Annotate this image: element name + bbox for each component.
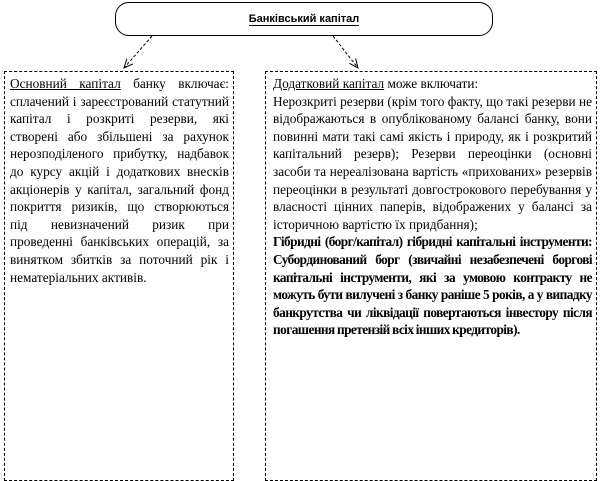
arrow-to-additional-capital bbox=[333, 36, 358, 68]
additional-capital-text: Нерозкриті резерви (крім того факту, що такі резерви не відображаються в опублікованому балансі банку, вони повинні мати такі самі якість і природу, як і розкритий капітальний резерв); Резерви переоцінки (основні засоби та нереалізована вартість «прихованих» резервів переоцінки в результаті довгострокового перебування у власності цінних паперів, відображених у балансі за історичною вартістю їх придбання); bbox=[273, 93, 592, 232]
additional-capital-intro-text: може включати: bbox=[384, 76, 479, 91]
additional-capital-box bbox=[265, 71, 597, 481]
banking-capital-title-box bbox=[115, 2, 493, 36]
core-capital-heading: Основний капітал bbox=[10, 76, 121, 91]
hybrid-instruments-text: Гібридні (борг/капітал) гібридні капітальні інструменти: Субординований борг (звичайні незабезпечені боргові капітальні інструменти, які за умовою контракту не можуть бути вилучені з банку раніше 5 років, а у випадку банкрутства чи ліквідації повертаються інвестору після погашення претензій всіх інших кредиторів). bbox=[273, 234, 592, 338]
core-capital-description bbox=[10, 75, 229, 286]
banking-capital-title: Банківський капітал bbox=[248, 12, 360, 25]
core-capital-box bbox=[4, 71, 234, 481]
core-capital-text: банку включає: сплачений і зареєстрований статутний капітал і розкриті резерви, які створені або збільшені за рахунок нерозподіленого прибутку, надбавок до курсу акцій і додаткових внесків акціонерів у капітал, загальний фонд покриття ризиків, що створюються під невизначений ризик при проведенні банківських операцій, за винятком збитків за поточний рік і нематеріальних активів. bbox=[10, 76, 229, 285]
additional-capital-heading: Додатковий капітал bbox=[273, 76, 385, 91]
additional-capital-intro bbox=[273, 75, 592, 93]
arrow-to-core-capital bbox=[124, 36, 152, 68]
